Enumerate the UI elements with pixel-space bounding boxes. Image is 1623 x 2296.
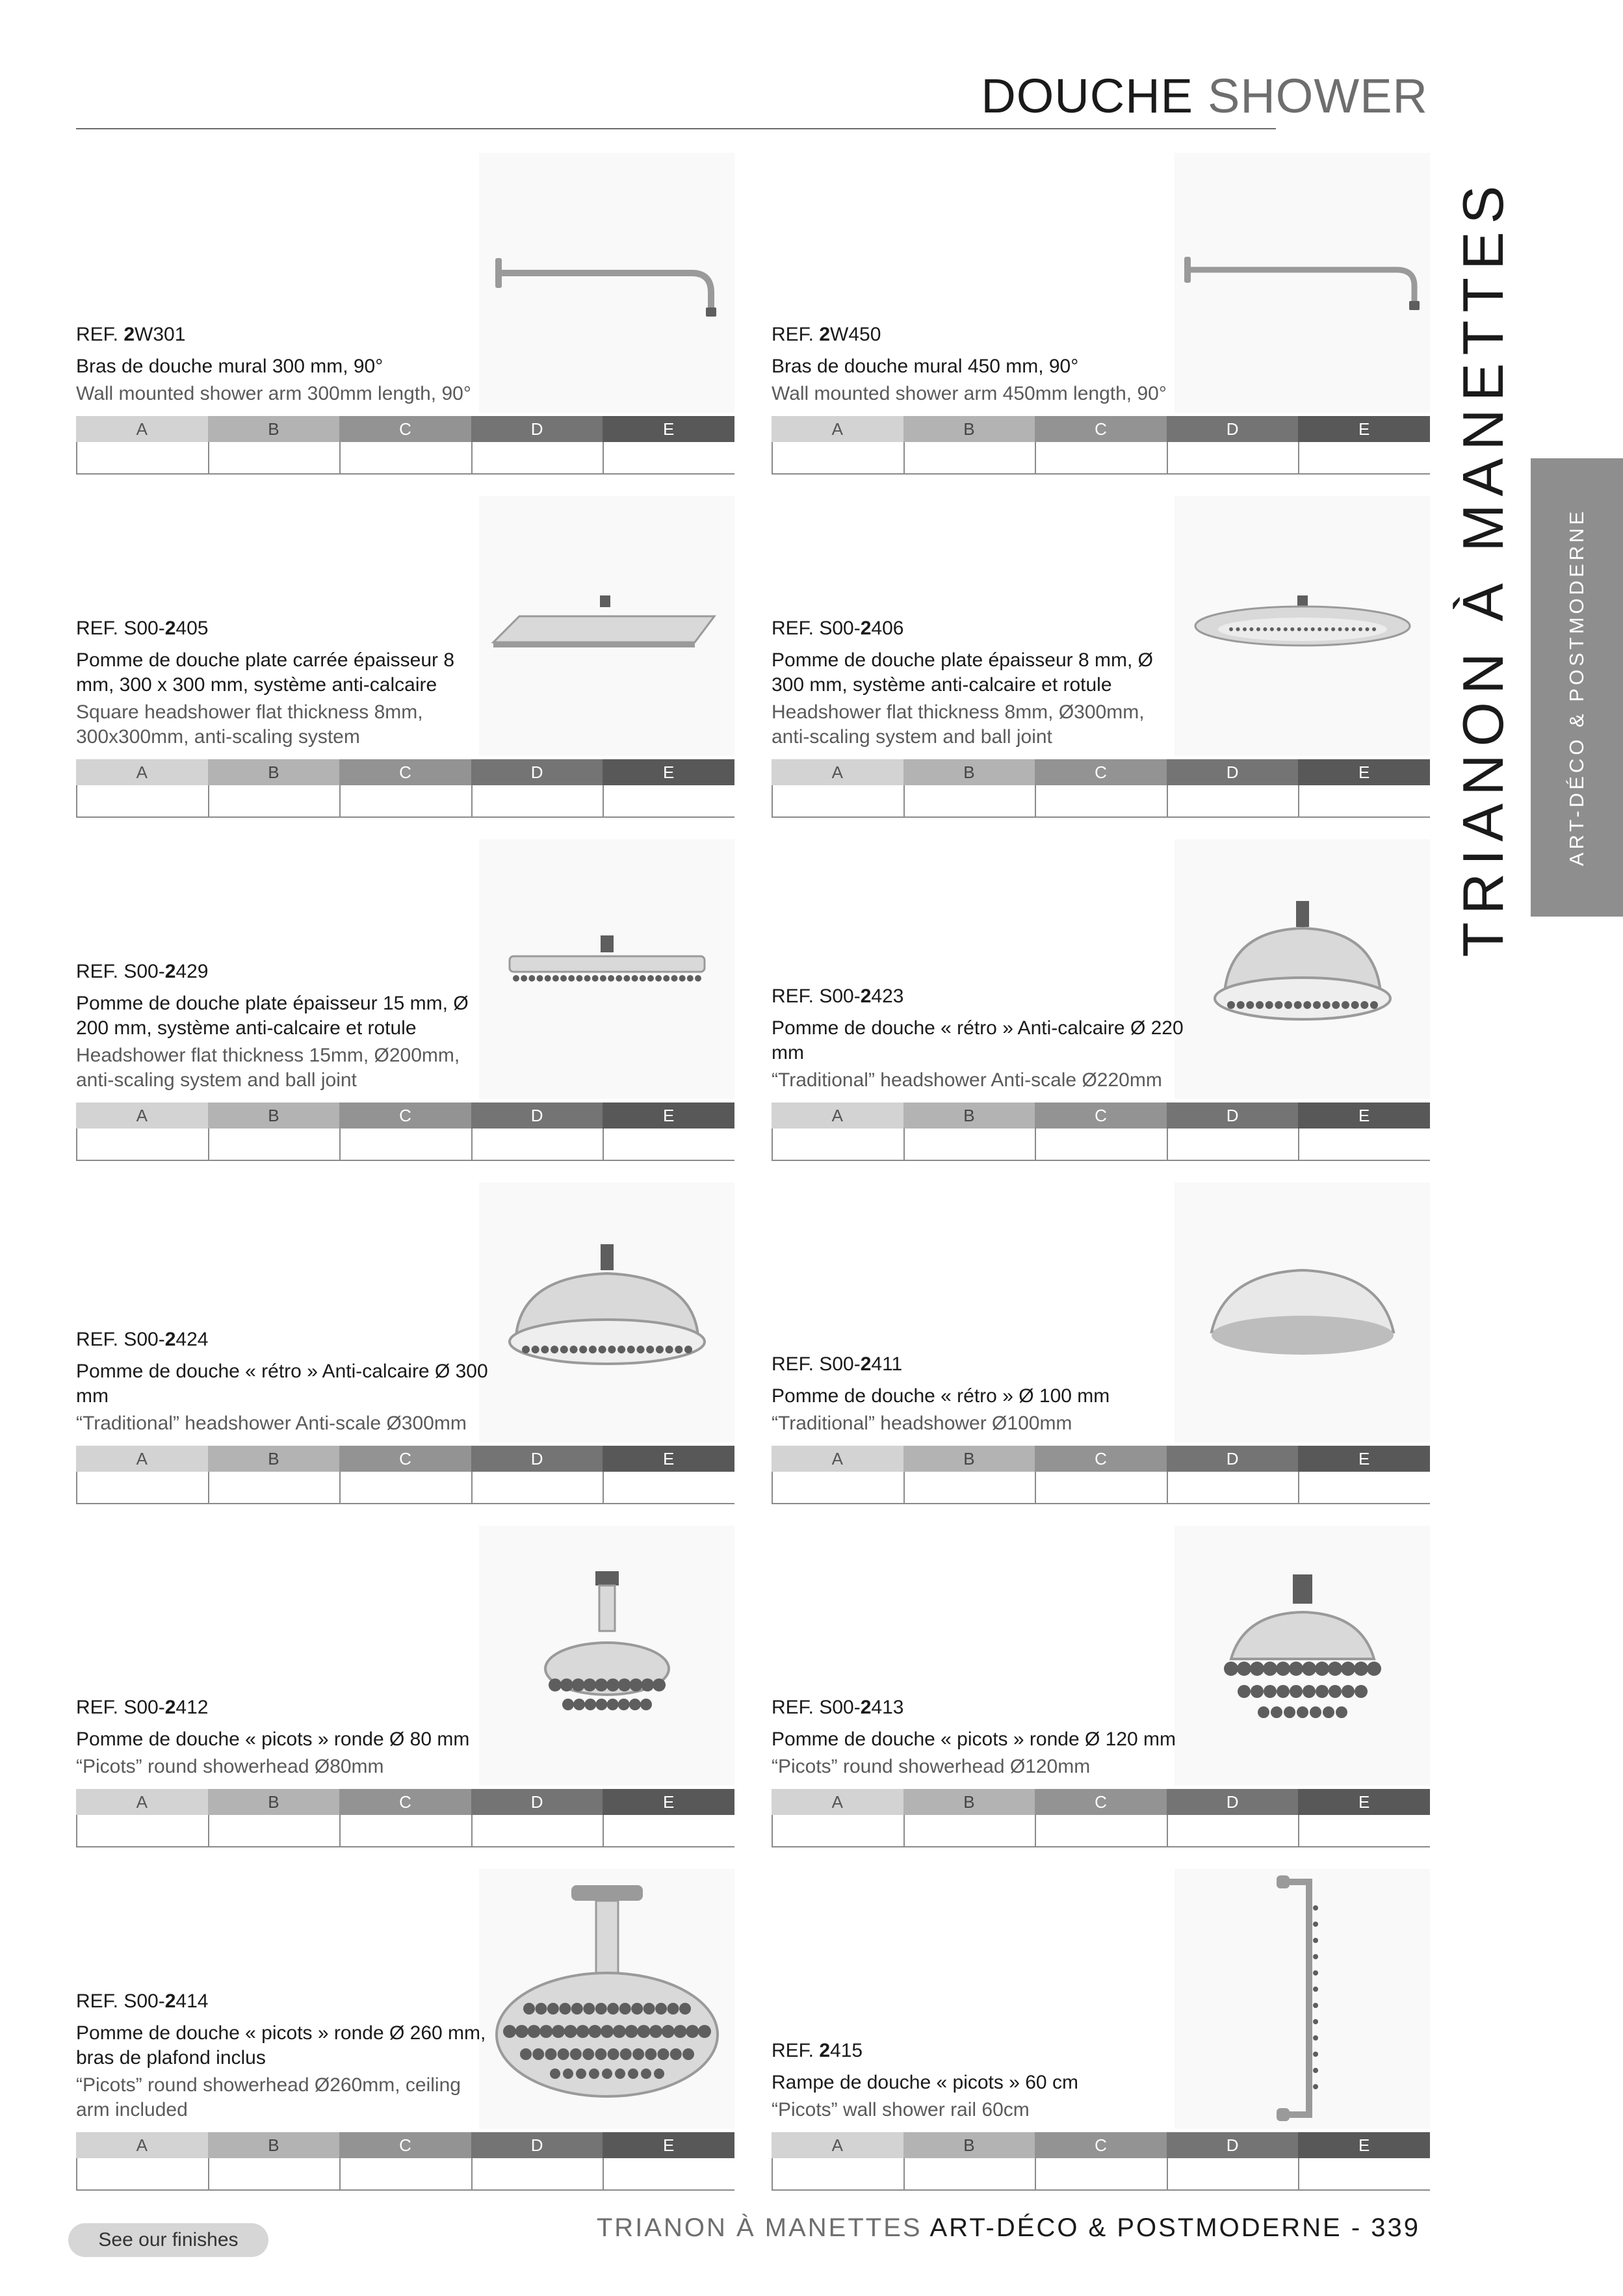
finish-header-row bbox=[76, 416, 734, 442]
product-desc-fr: Pomme de douche « picots » ronde Ø 120 mm bbox=[772, 1729, 1176, 1750]
product-desc-fr: Pomme de douche « rétro » Ø 100 mm bbox=[772, 1385, 1110, 1407]
finish-cell bbox=[604, 1128, 734, 1161]
sidebar-brand-text: TRIANON À MANETTES bbox=[1451, 177, 1515, 958]
product-image bbox=[479, 1182, 734, 1442]
product-desc-fr: Pomme de douche « picots » ronde Ø 80 mm bbox=[76, 1729, 470, 1750]
finish-table bbox=[76, 1789, 734, 1847]
ref-prefix: REF. S00- bbox=[772, 1353, 861, 1375]
finish-label: A bbox=[76, 759, 208, 785]
finish-label: A bbox=[76, 1789, 208, 1815]
ref-bold: 2 bbox=[860, 1697, 872, 1718]
page-footer bbox=[597, 2213, 1420, 2243]
finish-label: A bbox=[772, 2132, 903, 2158]
product-desc-en: Headshower flat thickness 15mm, Ø200mm, anti-scaling system and ball joint bbox=[76, 1045, 460, 1091]
shower-arm-450-icon bbox=[1179, 247, 1426, 319]
finish-label: D bbox=[471, 2132, 603, 2158]
finish-cell bbox=[604, 1815, 734, 1847]
retro-headshower-220-icon bbox=[1199, 894, 1407, 1044]
round-flat-headshower-icon bbox=[1186, 590, 1420, 662]
finish-cell bbox=[209, 785, 341, 818]
ref-suffix: 405 bbox=[175, 618, 209, 639]
product-image bbox=[479, 153, 734, 413]
finish-cell bbox=[1299, 785, 1430, 818]
ref-suffix: W301 bbox=[135, 324, 186, 345]
product-text bbox=[772, 2038, 1188, 2122]
finish-label: B bbox=[903, 2132, 1035, 2158]
ref-bold: 2 bbox=[164, 961, 176, 982]
footer-collection-page: ART-DÉCO & POSTMODERNE - 339 bbox=[929, 2213, 1420, 2242]
finish-label: E bbox=[603, 1789, 734, 1815]
product-text bbox=[772, 322, 1188, 406]
finish-label: D bbox=[1167, 1102, 1299, 1128]
finish-cell bbox=[1168, 2158, 1300, 2191]
finish-label: E bbox=[603, 1102, 734, 1128]
finish-header-row bbox=[772, 2132, 1430, 2158]
finish-value-row bbox=[76, 1815, 734, 1847]
finish-label: E bbox=[603, 2132, 734, 2158]
finish-value-row bbox=[76, 1472, 734, 1504]
product-card bbox=[76, 833, 734, 1161]
product-text bbox=[76, 1989, 492, 2122]
square-headshower-icon bbox=[487, 590, 727, 662]
ref-bold: 2 bbox=[860, 618, 872, 639]
finish-cell bbox=[473, 1815, 604, 1847]
finish-value-row bbox=[76, 442, 734, 475]
ref-prefix: REF. S00- bbox=[772, 1697, 861, 1718]
finish-cell bbox=[1036, 1128, 1168, 1161]
finish-label: D bbox=[471, 416, 603, 442]
finish-label: D bbox=[1167, 1789, 1299, 1815]
finish-cell bbox=[1036, 785, 1168, 818]
product-image bbox=[479, 1869, 734, 2129]
finish-cell bbox=[773, 1815, 905, 1847]
ref-bold: 2 bbox=[164, 1697, 176, 1718]
product-image bbox=[479, 1526, 734, 1786]
finish-table bbox=[76, 1102, 734, 1161]
product-desc-en: Wall mounted shower arm 450mm length, 90° bbox=[772, 383, 1167, 404]
ref-prefix: REF. S00- bbox=[76, 618, 165, 639]
ref-prefix: REF. bbox=[772, 2040, 820, 2061]
finish-table bbox=[772, 2132, 1430, 2191]
product-desc-en: “Picots” round showerhead Ø80mm bbox=[76, 1756, 384, 1777]
finish-label: C bbox=[339, 1102, 471, 1128]
finish-label: D bbox=[1167, 416, 1299, 442]
finish-value-row bbox=[772, 442, 1430, 475]
product-desc-fr: Pomme de douche « picots » ronde Ø 260 mm, bras de plafond inclus bbox=[76, 2022, 486, 2068]
finish-label: B bbox=[208, 1102, 340, 1128]
product-desc-en: “Picots” wall shower rail 60cm bbox=[772, 2099, 1030, 2120]
finish-cell bbox=[1036, 1815, 1168, 1847]
finish-cell bbox=[1299, 1472, 1430, 1504]
finish-label: D bbox=[1167, 2132, 1299, 2158]
finish-label: D bbox=[471, 759, 603, 785]
finish-label: E bbox=[1298, 1789, 1430, 1815]
product-card bbox=[76, 1519, 734, 1847]
sidebar-tab-label: ART-DÉCO & POSTMODERNE bbox=[1565, 508, 1588, 867]
product-desc-en: “Traditional” headshower Anti-scale Ø300mm bbox=[76, 1413, 467, 1434]
finish-label: D bbox=[471, 1789, 603, 1815]
finish-label: E bbox=[1298, 2132, 1430, 2158]
sidebar-collection-tab[interactable] bbox=[1531, 458, 1623, 917]
ref-bold: 2 bbox=[860, 985, 872, 1007]
finish-cell bbox=[604, 442, 734, 475]
finish-cell bbox=[1299, 2158, 1430, 2191]
finish-label: B bbox=[903, 759, 1035, 785]
finish-cell bbox=[473, 1472, 604, 1504]
product-card bbox=[772, 833, 1430, 1161]
finish-label: C bbox=[1035, 1789, 1167, 1815]
finish-header-row bbox=[76, 759, 734, 785]
retro-headshower-100-icon bbox=[1199, 1247, 1407, 1377]
product-ref bbox=[772, 322, 1188, 348]
finish-cell bbox=[773, 442, 905, 475]
finish-label: A bbox=[76, 1102, 208, 1128]
finish-header-row bbox=[76, 2132, 734, 2158]
finish-label: A bbox=[76, 416, 208, 442]
finish-cell bbox=[77, 2158, 209, 2191]
finish-label: C bbox=[339, 759, 471, 785]
product-card bbox=[76, 146, 734, 475]
finish-table bbox=[772, 1446, 1430, 1504]
finish-label: C bbox=[339, 416, 471, 442]
product-ref bbox=[772, 1351, 1188, 1377]
product-desc-fr: Rampe de douche « picots » 60 cm bbox=[772, 2072, 1078, 2093]
product-desc-fr: Pomme de douche « rétro » Anti-calcaire Ø 220 mm bbox=[772, 1017, 1184, 1063]
finish-label: A bbox=[772, 759, 903, 785]
ref-bold: 2 bbox=[819, 324, 831, 345]
product-image bbox=[1175, 1869, 1430, 2129]
finish-cell bbox=[1168, 1472, 1300, 1504]
finish-cell bbox=[604, 2158, 734, 2191]
finish-value-row bbox=[772, 2158, 1430, 2191]
finish-label: D bbox=[471, 1102, 603, 1128]
finish-label: A bbox=[76, 2132, 208, 2158]
finish-label: C bbox=[1035, 1446, 1167, 1472]
product-ref bbox=[76, 322, 492, 348]
finish-label: D bbox=[471, 1446, 603, 1472]
finish-cell bbox=[473, 2158, 604, 2191]
finish-header-row bbox=[76, 1789, 734, 1815]
finish-cell bbox=[773, 1128, 905, 1161]
finish-cell bbox=[905, 1815, 1037, 1847]
product-text bbox=[772, 1351, 1188, 1436]
finish-value-row bbox=[76, 785, 734, 818]
finish-label: C bbox=[1035, 2132, 1167, 2158]
product-image bbox=[1175, 153, 1430, 413]
ref-prefix: REF. S00- bbox=[76, 961, 165, 982]
finish-value-row bbox=[772, 1472, 1430, 1504]
product-text bbox=[76, 616, 492, 750]
product-card bbox=[772, 489, 1430, 818]
ref-bold: 2 bbox=[123, 324, 135, 345]
finish-header-row bbox=[772, 1446, 1430, 1472]
product-desc-en: “Traditional” headshower Ø100mm bbox=[772, 1413, 1072, 1434]
product-card bbox=[772, 1176, 1430, 1504]
product-ref bbox=[772, 616, 1188, 642]
ref-suffix: 414 bbox=[175, 1990, 209, 2012]
finish-cell bbox=[1299, 1128, 1430, 1161]
finish-label: A bbox=[772, 416, 903, 442]
header-title-en: SHOWER bbox=[1208, 69, 1428, 123]
product-image bbox=[479, 496, 734, 756]
finish-label: B bbox=[208, 1446, 340, 1472]
finish-header-row bbox=[76, 1102, 734, 1128]
finish-table bbox=[76, 759, 734, 818]
product-text bbox=[76, 1327, 492, 1436]
product-card bbox=[76, 489, 734, 818]
picots-shower-rail-icon bbox=[1264, 1869, 1342, 2129]
ref-prefix: REF. S00- bbox=[772, 985, 861, 1007]
product-ref bbox=[772, 1695, 1188, 1721]
finish-table bbox=[772, 1102, 1430, 1161]
product-card bbox=[76, 1176, 734, 1504]
finish-table bbox=[76, 416, 734, 475]
finish-cell bbox=[1299, 442, 1430, 475]
product-card bbox=[76, 1862, 734, 2191]
page-header bbox=[981, 68, 1428, 124]
finish-cell bbox=[473, 1128, 604, 1161]
ref-prefix: REF. bbox=[772, 324, 820, 345]
header-divider bbox=[76, 128, 1276, 129]
product-image bbox=[1175, 496, 1430, 756]
finish-label: E bbox=[603, 416, 734, 442]
ref-bold: 2 bbox=[819, 2040, 831, 2061]
ref-suffix: 424 bbox=[175, 1329, 209, 1350]
product-ref bbox=[76, 959, 492, 985]
finish-value-row bbox=[772, 1128, 1430, 1161]
finish-cell bbox=[773, 1472, 905, 1504]
header-title-fr: DOUCHE bbox=[981, 69, 1193, 123]
product-ref bbox=[76, 1989, 492, 2015]
finish-label: A bbox=[772, 1102, 903, 1128]
finish-cell bbox=[1036, 1472, 1168, 1504]
finish-cell bbox=[1168, 1128, 1300, 1161]
ref-bold: 2 bbox=[164, 1329, 176, 1350]
finish-cell bbox=[341, 442, 473, 475]
finish-table bbox=[76, 2132, 734, 2191]
finish-label: B bbox=[208, 2132, 340, 2158]
finish-cell bbox=[773, 2158, 905, 2191]
product-ref bbox=[772, 2038, 1188, 2064]
product-desc-en: Wall mounted shower arm 300mm length, 90° bbox=[76, 383, 471, 404]
finish-cell bbox=[1168, 1815, 1300, 1847]
ref-prefix: REF. S00- bbox=[772, 618, 861, 639]
ref-suffix: 411 bbox=[871, 1353, 903, 1375]
finish-cell bbox=[1168, 442, 1300, 475]
finish-table bbox=[76, 1446, 734, 1504]
finish-cell bbox=[341, 1815, 473, 1847]
sidebar-brand bbox=[1453, 148, 1514, 987]
ref-suffix: 429 bbox=[175, 961, 209, 982]
finish-label: C bbox=[339, 1446, 471, 1472]
product-card bbox=[772, 146, 1430, 475]
finish-header-row bbox=[772, 759, 1430, 785]
finish-cell bbox=[1036, 442, 1168, 475]
ref-prefix: REF. S00- bbox=[76, 1329, 165, 1350]
finish-header-row bbox=[772, 416, 1430, 442]
finish-label: C bbox=[1035, 416, 1167, 442]
round-headshower-200-icon bbox=[497, 930, 718, 1008]
ref-suffix: 412 bbox=[175, 1697, 209, 1718]
product-desc-fr: Pomme de douche plate épaisseur 8 mm, Ø 300 mm, système anti-calcaire et rotule bbox=[772, 649, 1153, 696]
finish-label: C bbox=[339, 2132, 471, 2158]
finish-cell bbox=[341, 1472, 473, 1504]
finish-table bbox=[772, 759, 1430, 818]
finish-label: B bbox=[903, 1789, 1035, 1815]
finish-cell bbox=[905, 785, 1037, 818]
finish-cell bbox=[77, 442, 209, 475]
finish-value-row bbox=[76, 1128, 734, 1161]
product-card bbox=[772, 1862, 1430, 2191]
finish-cell bbox=[905, 442, 1037, 475]
finish-header-row bbox=[772, 1789, 1430, 1815]
finish-label: D bbox=[1167, 1446, 1299, 1472]
finish-cell bbox=[905, 1128, 1037, 1161]
finish-cell bbox=[77, 785, 209, 818]
product-text bbox=[772, 616, 1188, 750]
product-desc-fr: Pomme de douche plate épaisseur 15 mm, Ø 200 mm, système anti-calcaire et rotule bbox=[76, 993, 469, 1039]
product-image bbox=[1175, 839, 1430, 1099]
finish-cell bbox=[209, 1815, 341, 1847]
ref-suffix: W450 bbox=[830, 324, 881, 345]
finish-value-row bbox=[772, 785, 1430, 818]
finish-cell bbox=[905, 2158, 1037, 2191]
product-ref bbox=[76, 1695, 492, 1721]
finish-cell bbox=[473, 785, 604, 818]
ref-suffix: 423 bbox=[871, 985, 904, 1007]
finish-table bbox=[772, 1789, 1430, 1847]
product-text bbox=[772, 1695, 1188, 1779]
product-text bbox=[76, 322, 492, 406]
product-ref bbox=[76, 1327, 492, 1353]
finish-cell bbox=[1168, 785, 1300, 818]
ref-suffix: 406 bbox=[871, 618, 904, 639]
ref-suffix: 413 bbox=[871, 1697, 904, 1718]
finish-label: E bbox=[1298, 759, 1430, 785]
finish-cell bbox=[604, 785, 734, 818]
finish-label: A bbox=[772, 1446, 903, 1472]
finish-cell bbox=[905, 1472, 1037, 1504]
product-card bbox=[772, 1519, 1430, 1847]
finish-label: B bbox=[903, 416, 1035, 442]
ref-prefix: REF. S00- bbox=[76, 1990, 165, 2012]
product-text bbox=[772, 984, 1188, 1093]
finish-cell bbox=[604, 1472, 734, 1504]
finish-label: E bbox=[603, 759, 734, 785]
finish-cell bbox=[341, 2158, 473, 2191]
finish-cell bbox=[341, 1128, 473, 1161]
finish-label: E bbox=[603, 1446, 734, 1472]
finish-label: D bbox=[1167, 759, 1299, 785]
product-image bbox=[1175, 1182, 1430, 1442]
ref-prefix: REF. bbox=[76, 324, 124, 345]
finish-value-row bbox=[772, 1815, 1430, 1847]
product-text bbox=[76, 1695, 492, 1779]
finish-cell bbox=[1036, 2158, 1168, 2191]
finish-label: C bbox=[1035, 759, 1167, 785]
ref-bold: 2 bbox=[164, 1990, 176, 2012]
finish-label: B bbox=[208, 1789, 340, 1815]
product-desc-en: “Picots” round showerhead Ø120mm bbox=[772, 1756, 1091, 1777]
finish-cell bbox=[209, 1472, 341, 1504]
footer-series: TRIANON À MANETTES bbox=[596, 2213, 922, 2242]
finish-label: B bbox=[208, 759, 340, 785]
picots-headshower-80-icon bbox=[529, 1565, 685, 1747]
finish-cell bbox=[77, 1472, 209, 1504]
ref-suffix: 415 bbox=[830, 2040, 863, 2061]
finish-cell bbox=[341, 785, 473, 818]
product-text bbox=[76, 959, 492, 1093]
product-desc-en: “Traditional” headshower Anti-scale Ø220mm bbox=[772, 1069, 1162, 1091]
finish-cell bbox=[1299, 1815, 1430, 1847]
product-desc-en: “Picots” round showerhead Ø260mm, ceiling arm included bbox=[76, 2074, 461, 2120]
ref-bold: 2 bbox=[164, 618, 176, 639]
finish-header-row bbox=[76, 1446, 734, 1472]
product-desc-en: Headshower flat thickness 8mm, Ø300mm, anti-scaling system and ball joint bbox=[772, 701, 1145, 748]
finish-label: E bbox=[1298, 416, 1430, 442]
finish-table bbox=[772, 416, 1430, 475]
finish-cell bbox=[773, 785, 905, 818]
finish-label: C bbox=[339, 1789, 471, 1815]
product-desc-fr: Bras de douche mural 300 mm, 90° bbox=[76, 356, 383, 377]
finish-cell bbox=[473, 442, 604, 475]
product-ref bbox=[772, 984, 1188, 1010]
picots-headshower-120-icon bbox=[1205, 1568, 1400, 1743]
ref-prefix: REF. S00- bbox=[76, 1697, 165, 1718]
picots-headshower-260-icon bbox=[487, 1879, 727, 2119]
finish-label: B bbox=[903, 1102, 1035, 1128]
finish-label: B bbox=[208, 416, 340, 442]
product-desc-en: Square headshower flat thickness 8mm, 300x300mm, anti-scaling system bbox=[76, 701, 423, 748]
product-ref bbox=[76, 616, 492, 642]
finish-cell bbox=[209, 442, 341, 475]
finish-label: C bbox=[1035, 1102, 1167, 1128]
finish-label: A bbox=[772, 1789, 903, 1815]
finish-value-row bbox=[76, 2158, 734, 2191]
finish-cell bbox=[209, 1128, 341, 1161]
shower-arm-300-icon bbox=[490, 244, 724, 322]
product-desc-fr: Bras de douche mural 450 mm, 90° bbox=[772, 356, 1079, 377]
finish-label: A bbox=[76, 1446, 208, 1472]
retro-headshower-300-icon bbox=[497, 1238, 718, 1387]
product-desc-fr: Pomme de douche « rétro » Anti-calcaire Ø 300 mm bbox=[76, 1361, 488, 1407]
finish-cell bbox=[209, 2158, 341, 2191]
finish-label: E bbox=[1298, 1446, 1430, 1472]
ref-bold: 2 bbox=[860, 1353, 872, 1375]
finish-label: E bbox=[1298, 1102, 1430, 1128]
finish-label: B bbox=[903, 1446, 1035, 1472]
finish-cell bbox=[77, 1128, 209, 1161]
finish-header-row bbox=[772, 1102, 1430, 1128]
product-desc-fr: Pomme de douche plate carrée épaisseur 8 mm, 300 x 300 mm, système anti-calcaire bbox=[76, 649, 455, 696]
see-finishes-button[interactable]: See our finishes bbox=[68, 2223, 268, 2257]
product-image bbox=[479, 839, 734, 1099]
product-image bbox=[1175, 1526, 1430, 1786]
finish-cell bbox=[77, 1815, 209, 1847]
